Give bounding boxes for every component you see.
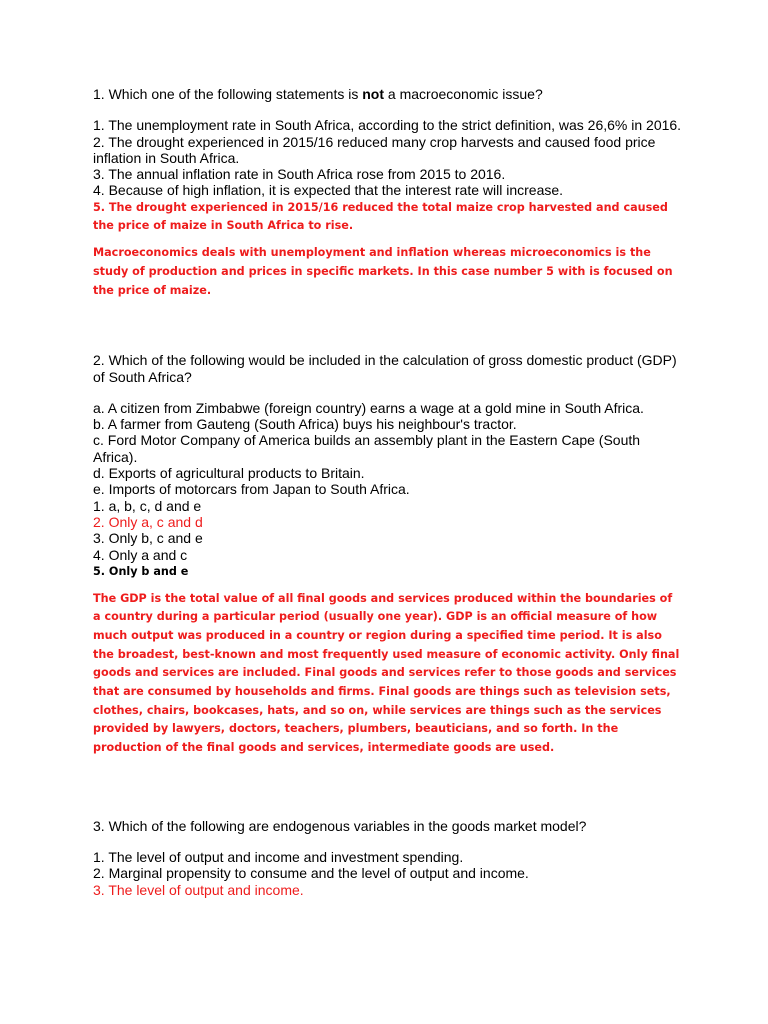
q2-item-e: e. Imports of motorcars from Japan to South Africa. <box>93 481 410 498</box>
q2-item-a: a. A citizen from Zimbabwe (foreign country) earns a wage at a gold mine in South Africa. <box>93 399 644 416</box>
q2-explanation: The GDP is the total value of all final goods and services produced within the boundaries of a country during a particular period (usually one year). GDP is an official measure of how much output was produced in a country or region during a specified time period. It is also the broadest, best-known and most frequently used measure of economic activity. Only final goods and services are included. Final goods and services refer to those goods and services that are consumed by households and firms. Final goods are things such as television sets, clothes, chairs, bookcases, hats, and so on, while services are things such as the services provided by lawyers, doctors, teachers, plumbers, beauticians, and so forth. In the production of the final goods and services, intermediate goods are used. <box>93 591 680 755</box>
q3-question: 3. Which of the following are endogenous variables in the goods market model? <box>93 817 587 834</box>
q1-answer: 5. The drought experienced in 2015/16 reduced the total maize crop harvested and caused the price of maize in South Africa to rise. <box>93 200 668 233</box>
q3-option-3-answer: 3. The level of output and income. <box>93 881 304 898</box>
document-page <box>93 86 683 898</box>
q2-choice-1: 1. a, b, c, d and e <box>93 497 202 514</box>
q3-option-1: 1. The level of output and income and investment spending. <box>93 849 464 866</box>
q1-question-bold: not <box>362 86 385 102</box>
q2-item-c: c. Ford Motor Company of America builds an assembly plant in the Eastern Cape (South Africa). <box>93 432 641 465</box>
q3-option-2: 2. Marginal propensity to consume and the level of output and income. <box>93 865 529 882</box>
q2-item-b: b. A farmer from Gauteng (South Africa) buys his neighbour's tractor. <box>93 416 517 433</box>
q1-explanation: Macroeconomics deals with unemployment and inflation whereas microeconomics is the study of production and prices in specific markets. In this case number 5 with is focused on the price of maize. <box>93 246 673 297</box>
q2-question: 2. Which of the following would be included in the calculation of gross domestic product (GDP) of South Africa? <box>93 352 677 385</box>
q1-option-1: 1. The unemployment rate in South Africa, according to the strict definition, was 26,6% in 2016. <box>93 117 682 134</box>
q2-choice-4: 4. Only a and c <box>93 546 188 563</box>
q2-item-d: d. Exports of agricultural products to Britain. <box>93 465 365 482</box>
q1-question-pre: 1. Which one of the following statements is <box>93 86 363 102</box>
q1-question <box>93 86 683 102</box>
q2-choice-3: 3. Only b, c and e <box>93 530 203 547</box>
q2-choice-2-answer: 2. Only a, c and d <box>93 513 203 530</box>
q1-option-3: 3. The annual inflation rate in South Africa rose from 2015 to 2016. <box>93 166 506 183</box>
q1-option-2: 2. The drought experienced in 2015/16 reduced many crop harvests and caused food price inflation in South Africa. <box>93 133 656 166</box>
q1-question-post: a macroeconomic issue? <box>384 86 543 102</box>
q2-choice-5: 5. Only b and e <box>93 564 189 578</box>
q1-option-4: 4. Because of high inflation, it is expected that the interest rate will increase. <box>93 182 564 199</box>
